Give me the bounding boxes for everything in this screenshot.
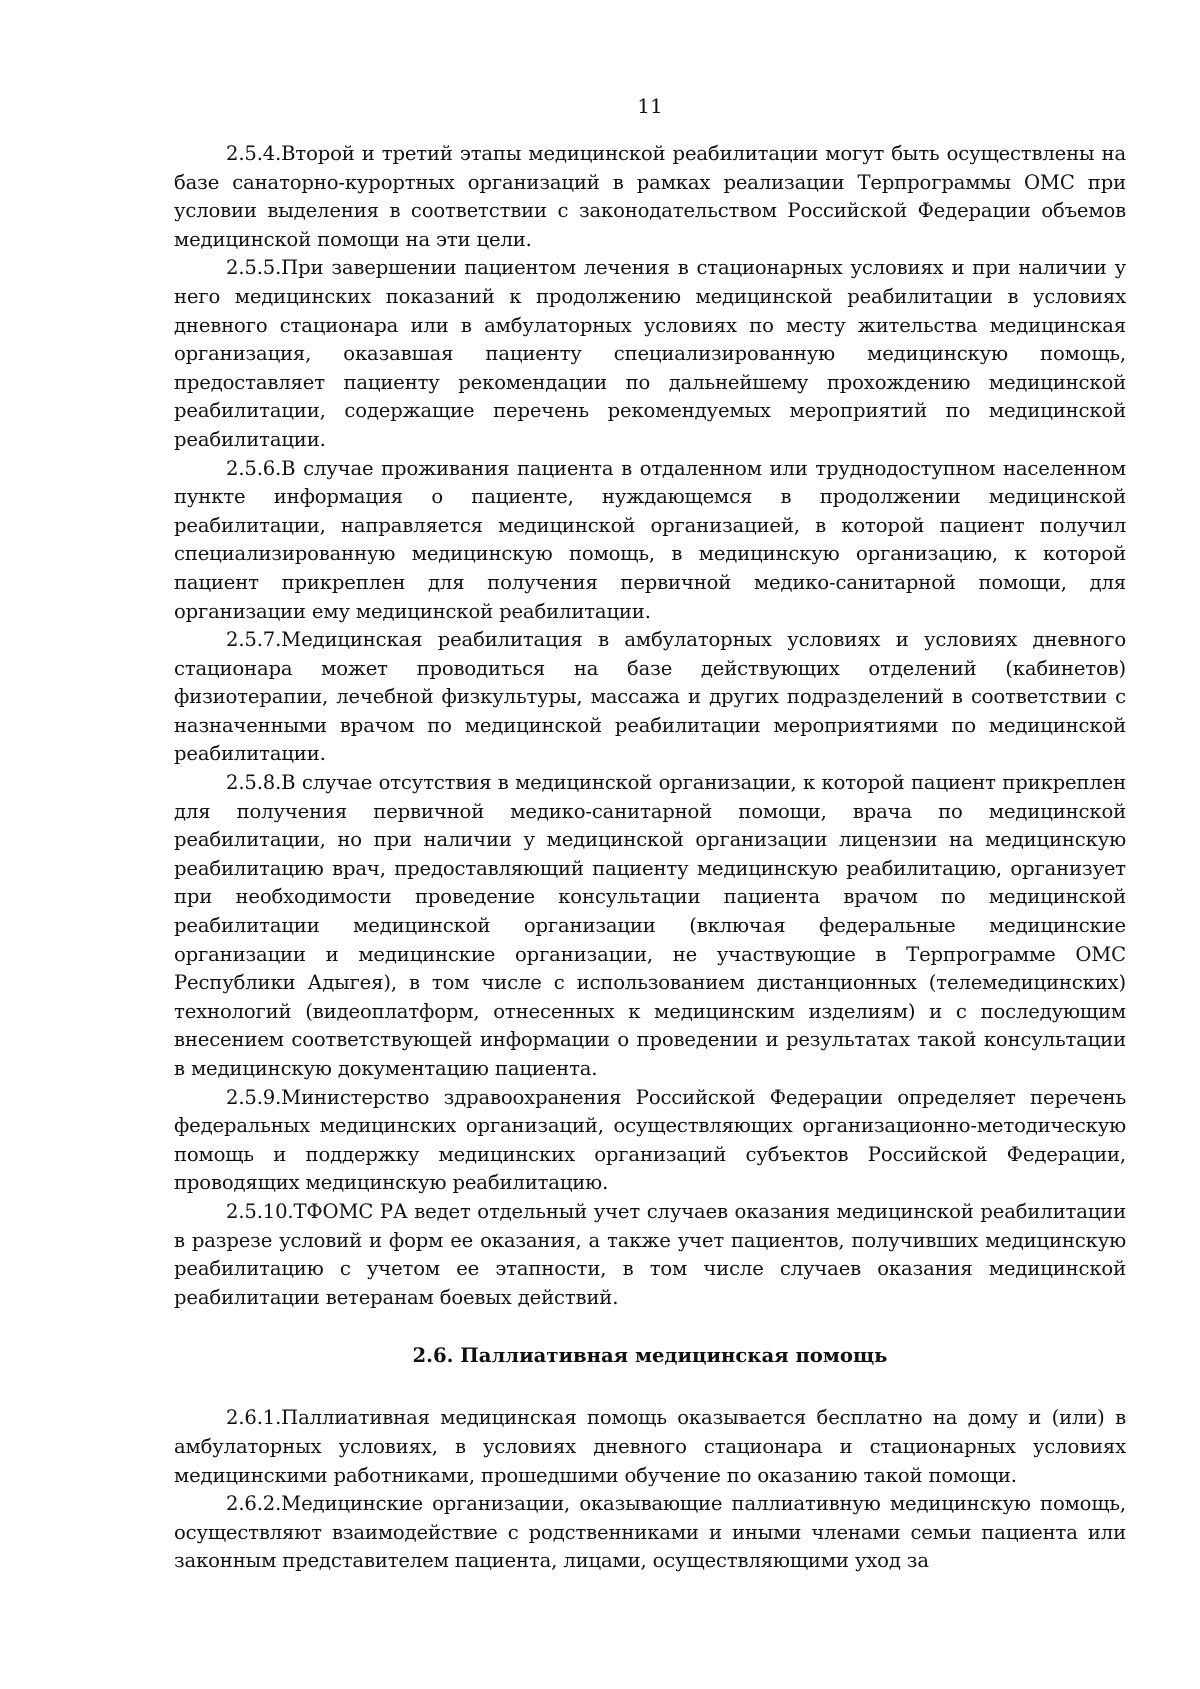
paragraph-2-5-9: 2.5.9.Министерство здравоохранения Российской Федерации определяет перечень федеральных медицинских организаций, осуществляющих организационно-методическую помощь и поддержку медицинских организаций субъектов Российской Федерации, проводящих медицинскую реабилитацию. (174, 1085, 1126, 1195)
paragraph-2-5-4: 2.5.4.Второй и третий этапы медицинской реабилитации могут быть осуществлены на базе санаторно-курортных организаций в рамках реализации Терпрограммы ОМС при условии выделения в соответствии с законодательством Российской Федерации объемов медицинской помощи на эти цели. (174, 142, 1126, 251)
paragraph-2-5-5: 2.5.5.При завершении пациентом лечения в стационарных условиях и при наличии у него медицинских показаний к продолжению медицинской реабилитации в условиях дневного стационара или в амбулаторных условиях по месту жительства медицинская организация, оказавшая пациенту специализированную медицинскую помощь, предоставляет пациенту рекомендации по дальнейшему прохождению медицинской реабилитации, содержащие перечень рекомендуемых мероприятий по медицинской реабилитации. (174, 256, 1126, 451)
paragraph-2-5-8: 2.5.8.В случае отсутствия в медицинской организации, к которой пациент прикреплен для получения первичной медико-санитарной помощи, врача по медицинской реабилитации, но при наличии у медицинской организации лицензии на медицинскую реабилитацию врач, предоставляющий пациенту медицинскую реабилитацию, организует при необходимости проведение консультации пациента врачом по медицинской реабилитации медицинской организации (включая федеральные медицинские организации и медицинские организации, не участвующие в Терпрограмме ОМС Республики Адыгея), в том числе с использованием дистанционных (телемедицинских) технологий (видеоплатформ, отнесенных к медицинским изделиям) и с последующим внесением соответствующей информации о проведении и результатах такой консультации в медицинскую документацию пациента. (174, 771, 1126, 1080)
paragraph-2-5-6: 2.5.6.В случае проживания пациента в отдаленном или труднодоступном населенном пункте информация о пациенте, нуждающемся в продолжении медицинской реабилитации, направляется медицинской организацией, в которой пациент получил специализированную медицинскую помощь, в медицинскую организацию, к которой пациент прикреплен для получения первичной медико-санитарной помощи, для организации ему медицинской реабилитации. (174, 456, 1126, 623)
paragraph-2-6-2: 2.6.2.Медицинские организации, оказывающие паллиативную медицинскую помощь, осуществляют взаимодействие с родственниками и иными членами семьи пациента или законным представителем пациента, лицами, осуществляющими уход за (174, 1492, 1126, 1573)
paragraph-2-6-1: 2.6.1.Паллиативная медицинская помощь оказывается бесплатно на дому и (или) в амбулаторных условиях, в условиях дневного стационара и стационарных условиях медицинскими работниками, прошедшими обучение по оказанию такой помощи. (174, 1406, 1126, 1487)
paragraph-2-5-10: 2.5.10.ТФОМС РА ведет отдельный учет случаев оказания медицинской реабилитации в разрезе условий и форм ее оказания, а также учет пациентов, получивших медицинскую реабилитацию с учетом ее этапности, в том числе случаев оказания медицинской реабилитации ветеранам боевых действий. (174, 1199, 1126, 1309)
page-number: 11 (637, 94, 663, 118)
paragraph-2-5-7: 2.5.7.Медицинская реабилитация в амбулаторных условиях и условиях дневного стационара может проводиться на базе действующих отделений (кабинетов) физиотерапии, лечебной физкультуры, массажа и других подразделений в соответствии с назначенными врачом по медицинской реабилитации мероприятиями по медицинской реабилитации. (174, 628, 1126, 766)
document-body (174, 140, 1126, 1576)
section-heading: 2.6. Паллиативная медицинская помощь (412, 1344, 888, 1368)
